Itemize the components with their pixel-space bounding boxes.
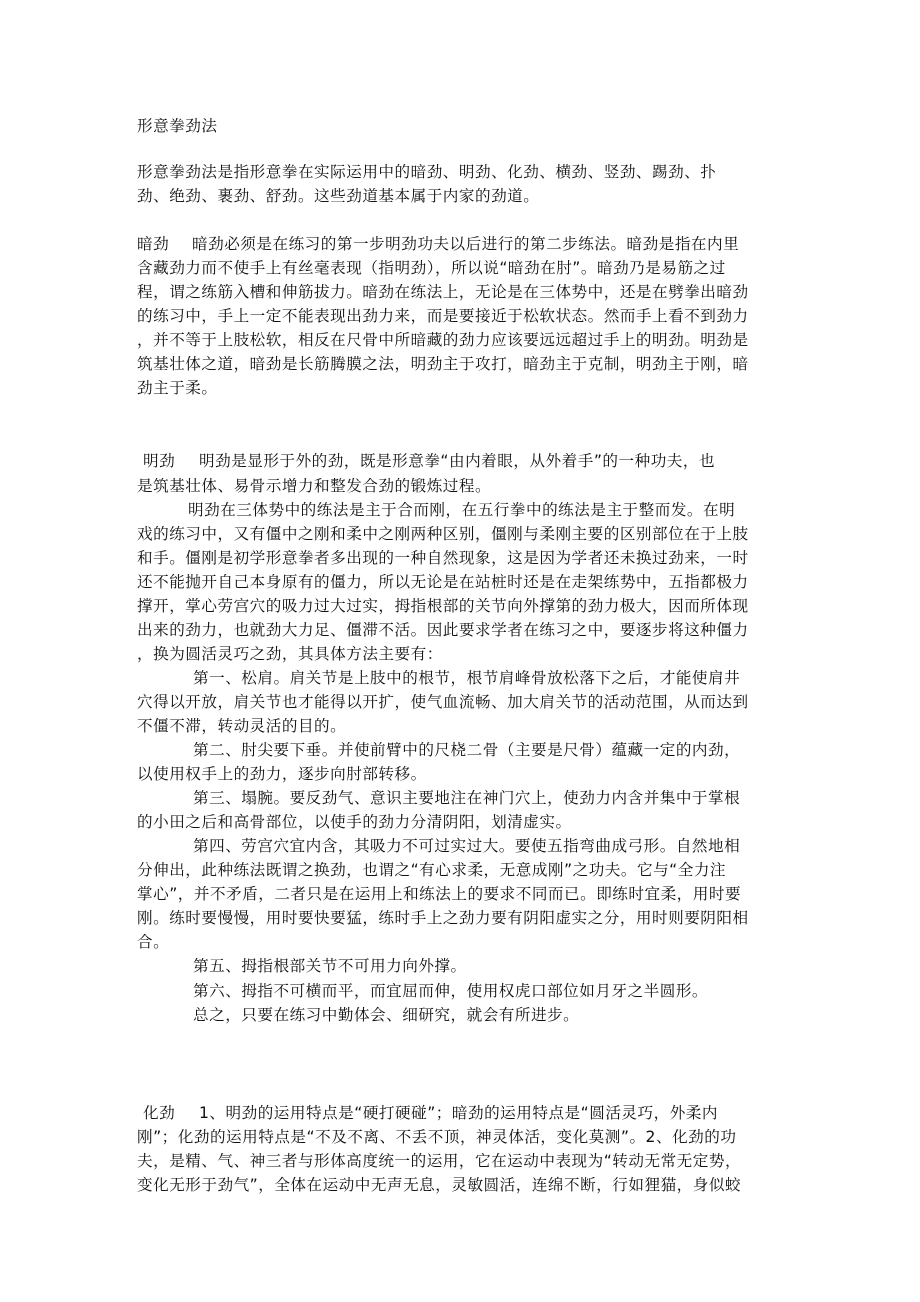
paragraph-line: 的小田之后和高骨部位，以使手的劲力分清阴阳，划清虚实。 <box>137 813 572 832</box>
paragraph-line: ，并不等于上肢松软，相反在尺骨中所暗藏的劲力应该要远远超过手上的明劲。明劲是 <box>137 331 749 350</box>
method-item-2: 第二、肘尖要下垂。并使前臂中的尺桡二骨（主要是尺骨）蕴藏一定的内劲， <box>193 741 741 760</box>
section-label-an-jin: 暗劲 <box>137 235 170 254</box>
paragraph-line: 的练习中，手上一定不能表现出劲力来，而是要接近于松软状态。然而手上看不到劲力 <box>137 307 749 326</box>
paragraph-line: 筑基壮体之道，暗劲是长筋腾膜之法，明劲主于攻打，暗劲主于克制，明劲主于刚，暗 <box>137 355 749 374</box>
paragraph-text: 暗劲必须是在练习的第一步明劲功夫以后进行的第二步练法。暗劲是指在内里 <box>192 235 740 254</box>
section-label-ming-jin: 明劲 <box>143 452 176 471</box>
paragraph-line: 戏的练习中，又有僵中之刚和柔中之刚两种区别，僵刚与柔刚主要的区别部位在于上肢 <box>137 524 749 543</box>
paragraph-text: 1、明劲的运用特点是“硬打硬碰”；暗劲的运用特点是“圆活灵巧，外柔内 <box>199 1103 718 1122</box>
paragraph-line: 程，谓之练筋入槽和伸筋拔力。暗劲在练法上，无论是在三体势中，还是在劈拳出暗劲 <box>137 283 749 302</box>
paragraph-line: 撑开，掌心劳宫穴的吸力过大过实，拇指根部的关节向外撑第的劲力极大，因而所体现 <box>137 596 749 615</box>
method-item-5: 第五、拇指根部关节不可用力向外撑。 <box>193 957 467 976</box>
paragraph-text: 明劲是显形于外的劲，既是形意拳“由内着眼，从外着手”的一种功夫，也 <box>199 452 716 471</box>
paragraph-line: 出来的劲力，也就劲大力足、僵滞不活。因此要求学者在练习之中，要逐步将这种僵力 <box>137 620 749 639</box>
paragraph-line: 含藏劲力而不使手上有丝毫表现（指明劲），所以说“暗劲在肘”。暗劲乃是易筋之过 <box>137 259 726 278</box>
intro-line: 形意拳劲法是指形意拳在实际运用中的暗劲、明劲、化劲、横劲、竖劲、踢劲、扑 <box>137 163 717 182</box>
paragraph-line: 变化无形于劲气”，全体在运动中无声无息，灵敏圆活，连绵不断，行如狸猫，身似蛟 <box>137 1175 742 1194</box>
paragraph-line: 劲主于柔。 <box>137 379 218 398</box>
paragraph-line: 是筑基壮体、易骨示增力和整发合劲的锻炼过程。 <box>137 476 492 495</box>
an-jin-first-line <box>137 232 817 256</box>
method-item-1: 第一、松肩。肩关节是上肢中的根节，根节肩峰骨放松落下之后，才能使肩井 <box>193 668 741 687</box>
paragraph-line: 刚”；化劲的运用特点是“不及不离、不丢不顶，神灵体活，变化莫测”。2、化劲的功 <box>137 1127 737 1146</box>
paragraph-line: 和手。僵刚是初学形意拳者多出现的一种自然现象，这是因为学者还未换过劲来，一时 <box>137 548 749 567</box>
summary-line: 总之，只要在练习中勤体会、细研究，就会有所进步。 <box>193 1005 580 1024</box>
document-page <box>137 114 817 1197</box>
intro-line: 劲、绝劲、裹劲、舒劲。这些劲道基本属于内家的劲道。 <box>137 187 540 206</box>
paragraph-line: 穴得以开放，肩关节也才能得以开扩，使气血流畅、加大肩关节的活动范围，从而达到 <box>137 692 749 711</box>
paragraph-line: 以使用权手上的劲力，逐步向肘部转移。 <box>137 765 427 784</box>
method-item-6: 第六、拇指不可横而平，而宜屈而伸，使用权虎口部位如月牙之半圆形。 <box>193 981 709 1000</box>
section-label-hua-jin: 化劲 <box>143 1103 176 1122</box>
paragraph-line: 还不能抛开自己本身原有的僵力，所以无论是在站桩时还是在走架练势中，五指都极力 <box>137 572 749 591</box>
paragraph-line: 掌心”，并不矛盾，二者只是在运用上和练法上的要求不同而已。即练时宜柔，用时要 <box>137 885 742 904</box>
hua-jin-first-line <box>137 1101 817 1125</box>
paragraph-line: 合。 <box>137 933 170 952</box>
method-item-3: 第三、塌腕。要反劲气、意识主要地注在神门穴上，使劲力内含并集中于掌根 <box>193 789 741 808</box>
method-item-4: 第四、劳宫穴宜内含，其吸力不可过实过大。要使五指弯曲成弓形。自然地相 <box>193 837 741 856</box>
ming-jin-first-line <box>137 449 817 473</box>
paragraph-line: 分伸出，此种练法既谓之换劲，也谓之“有心求柔，无意成刚”之功夫。它与“全力注 <box>137 861 727 880</box>
paragraph-line: 夫，是精、气、神三者与形体高度统一的运用，它在运动中表现为“转动无常无定势， <box>137 1151 742 1170</box>
paragraph-line: ，换为圆活灵巧之劲，其具体方法主要有： <box>137 644 443 663</box>
paragraph-line: 不僵不滞，转动灵活的目的。 <box>137 716 347 735</box>
paragraph-line: 刚。练时要慢慢，用时要快要猛，练时手上之劲力要有阴阳虚实之分，用时则要阴阳相 <box>137 909 749 928</box>
paragraph-line: 明劲在三体势中的练法是主于合而刚，在五行拳中的练法是主于整而发。在明 <box>188 500 736 519</box>
document-title: 形意拳劲法 <box>137 117 218 135</box>
